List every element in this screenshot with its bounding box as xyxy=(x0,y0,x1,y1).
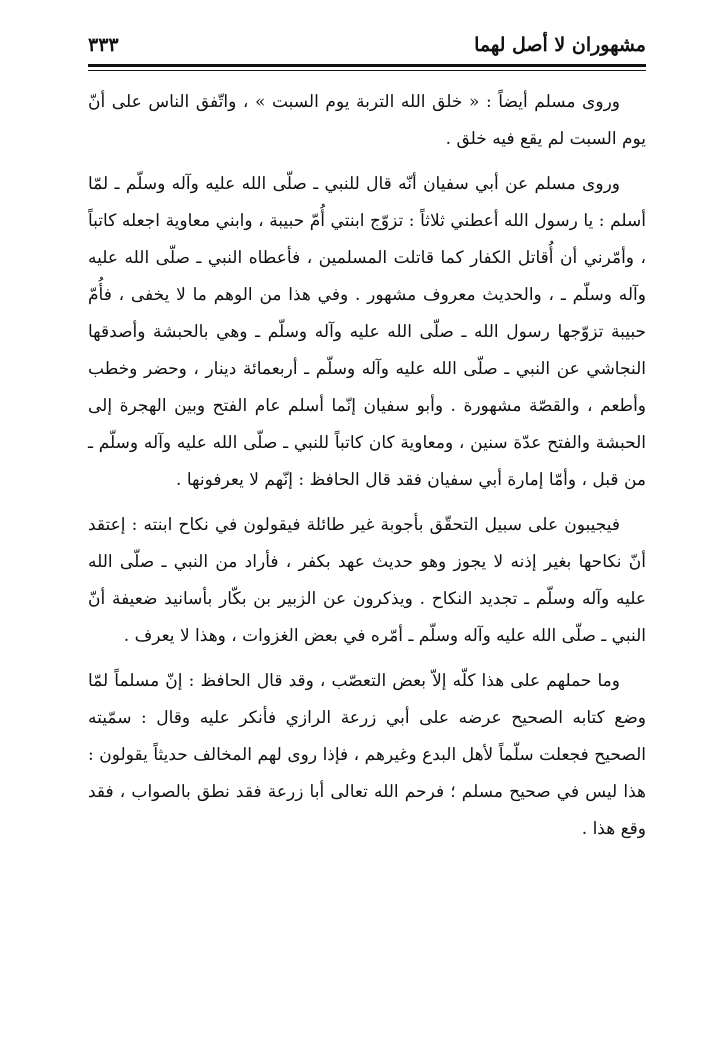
paragraph-2-text: وروى مسلم عن أبي سفيان أنّه قال للنبي ـ صلّى الله عليه وآله وسلّم ـ لمّا أسلم : يا رسول الله أعطني ثلاثاً : تزوّج ابنتي أُمّ حبيبة ، وابني معاوية اجعله كاتباً ، وأمّرني أن أُقاتل الكفار كما قاتلت المسلمين ، فأعطاه النبي ـ صلّى الله عليه وآله وسلّم ـ ، والحديث معروف مشهور . وفي هذا من الوهم ما لا يخفى ، فأُمّ حبيبة تزوّجها رسول الله ـ صلّى الله عليه وآله وسلّم ـ وهي بالحبشة وأصدقها النجاشي عن النبي ـ صلّى الله عليه وآله وسلّم ـ أربعمائة دينار ، وحضر وخطب وأطعم ، والقصّة مشهورة . وأبو سفيان إنّما أسلم عام الفتح وبين الهجرة إلى الحبشة والفتح عدّة سنين ، ومعاوية كان كاتباً للنبي ـ صلّى الله عليه وآله وسلّم ـ من قبل ، وأمّا إمارة أبي سفيان فقد قال الحافظ : إنّهم لا يعرفونها . xyxy=(88,174,646,490)
page-header xyxy=(88,30,646,64)
paragraph-4-text: وما حملهم على هذا كلّه إلاّ بعض التعصّب ، وقد قال الحافظ : إنّ مسلماً لمّا وضع كتابه الصحيح عرضه على أبي زرعة الرازي فأنكر عليه وقال : سمّيته الصحيح فجعلت سلّماً لأهل البدع وغيرهم ، فإذا روى لهم المخالف حديثاً يقولون : هذا ليس في صحيح مسلم ؛ فرحم الله تعالى أبا زرعة فقد نطق بالصواب ، فقد وقع هذا . xyxy=(88,671,646,839)
paragraph-2 xyxy=(88,166,646,499)
paragraph-3 xyxy=(88,507,646,655)
paragraph-1-text: وروى مسلم أيضاً : « خلق الله التربة يوم السبت » ، واتّفق الناس على أنّ يوم السبت لم يقع فيه خلق . xyxy=(88,92,646,149)
page-number: ٣٣٣ xyxy=(88,34,119,56)
paragraph-1 xyxy=(88,84,646,158)
running-title: مشهوران لا أصل لهما xyxy=(474,34,646,56)
paragraph-3-text: فيجيبون على سبيل التحقّق بأجوبة غير طائلة فيقولون في نكاح ابنته : إعتقد أنّ نكاحها بغير إذنه لا يجوز وهو حديث عهد بكفر ، فأراد من النبي ـ صلّى الله عليه وآله وسلّم ـ تجديد النكاح . ويذكرون عن الزبير بن بكّار بأسانيد ضعيفة أنّ النبي ـ صلّى الله عليه وآله وسلّم ـ أمّره في بعض الغزوات ، وهذا لا يعرف . xyxy=(88,515,646,646)
header-rule-thick xyxy=(88,64,646,67)
body-text xyxy=(88,84,646,848)
header-rule-thin xyxy=(88,70,646,71)
paragraph-4 xyxy=(88,663,646,848)
